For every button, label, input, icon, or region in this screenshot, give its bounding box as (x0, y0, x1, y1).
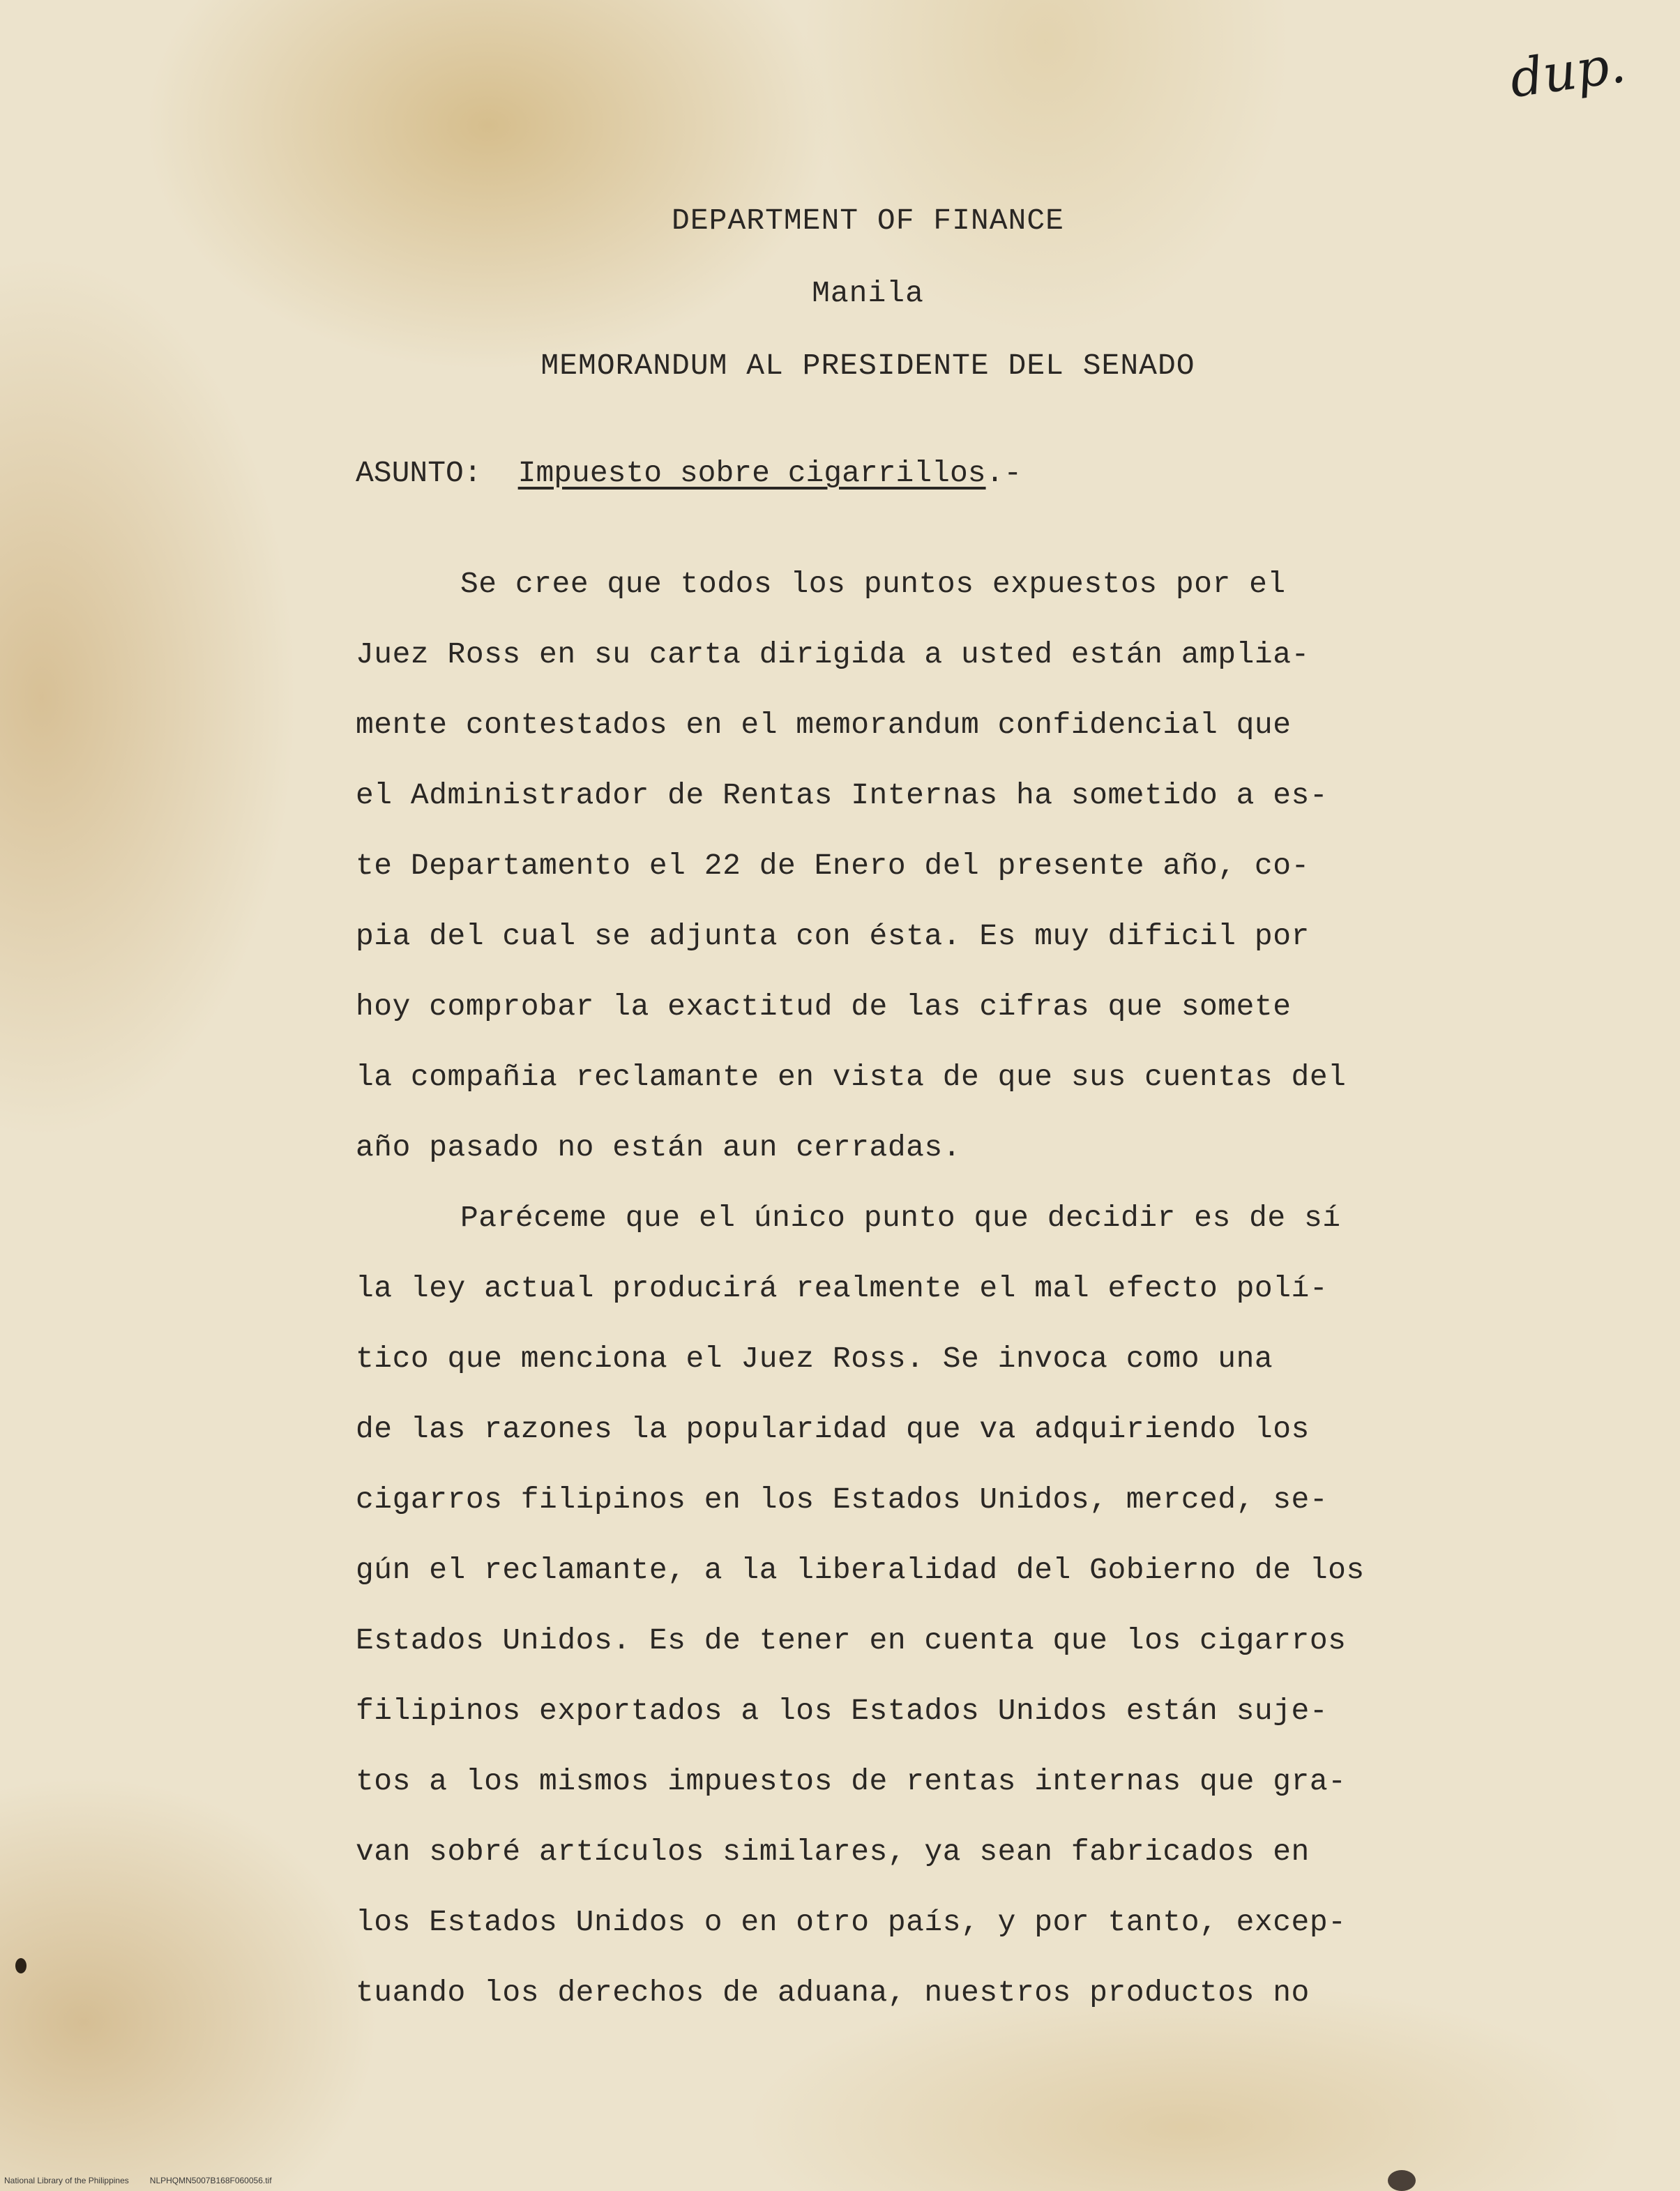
department-heading: DEPARTMENT OF FINANCE (672, 204, 1064, 238)
body-line: la compañia reclamante en vista de que sus cuentas del (356, 1060, 1347, 1094)
city-heading: Manila (812, 276, 924, 310)
body-line: cigarros filipinos en los Estados Unidos, merced, se- (356, 1483, 1329, 1517)
body-line: Estados Unidos. Es de tener en cuenta que los cigarros (356, 1623, 1347, 1658)
body-line: hoy comprobar la exactitud de las cifras que somete (356, 990, 1292, 1024)
scan-footer (4, 2176, 272, 2185)
subject-label: ASUNTO: (356, 456, 482, 490)
handwritten-annotation: dup. (1506, 33, 1630, 110)
body-line: te Departamento el 22 de Enero del presente año, co- (356, 849, 1310, 883)
body-line: filipinos exportados a los Estados Unidos están suje- (356, 1694, 1329, 1728)
body-line: gún el reclamante, a la liberalidad del Gobierno de los (356, 1553, 1365, 1587)
body-line: Paréceme que el único punto que decidir es de sí (460, 1201, 1341, 1235)
body-line: mente contestados en el memorandum confidencial que (356, 708, 1292, 742)
body-line: tuando los derechos de aduana, nuestros productos no (356, 1976, 1310, 2010)
body-line: tico que menciona el Juez Ross. Se invoca como una (356, 1342, 1273, 1376)
memo-title: MEMORANDUM AL PRESIDENTE DEL SENADO (540, 349, 1195, 383)
body-line: de las razones la popularidad que va adquiriendo los (356, 1412, 1310, 1446)
subject-line (356, 456, 1022, 490)
body-line: Se cree que todos los puntos expuestos por el (460, 567, 1286, 601)
body-line: el Administrador de Rentas Internas ha sometido a es- (356, 778, 1329, 812)
punch-hole-mark (15, 1958, 27, 1973)
body-line: Juez Ross en su carta dirigida a usted están amplia- (356, 637, 1310, 672)
punch-hole-mark (1388, 2170, 1416, 2191)
body-line: la ley actual producirá realmente el mal efecto polí- (356, 1271, 1329, 1305)
body-line: los Estados Unidos o en otro país, y por tanto, excep- (356, 1905, 1347, 1939)
subject-text: Impuesto sobre cigarrillos (517, 456, 986, 490)
body-line: tos a los mismos impuestos de rentas internas que gra- (356, 1764, 1347, 1798)
subject-suffix: .- (985, 456, 1022, 490)
memo-body (356, 559, 1365, 2038)
footer-library: National Library of the Philippines (4, 2176, 129, 2185)
footer-filename: NLPHQMN5007B168F060056.tif (149, 2176, 272, 2185)
body-line: pia del cual se adjunta con ésta. Es muy dificil por (356, 919, 1310, 953)
body-line: año pasado no están aun cerradas. (356, 1130, 962, 1165)
body-line: van sobré artículos similares, ya sean fabricados en (356, 1835, 1310, 1869)
